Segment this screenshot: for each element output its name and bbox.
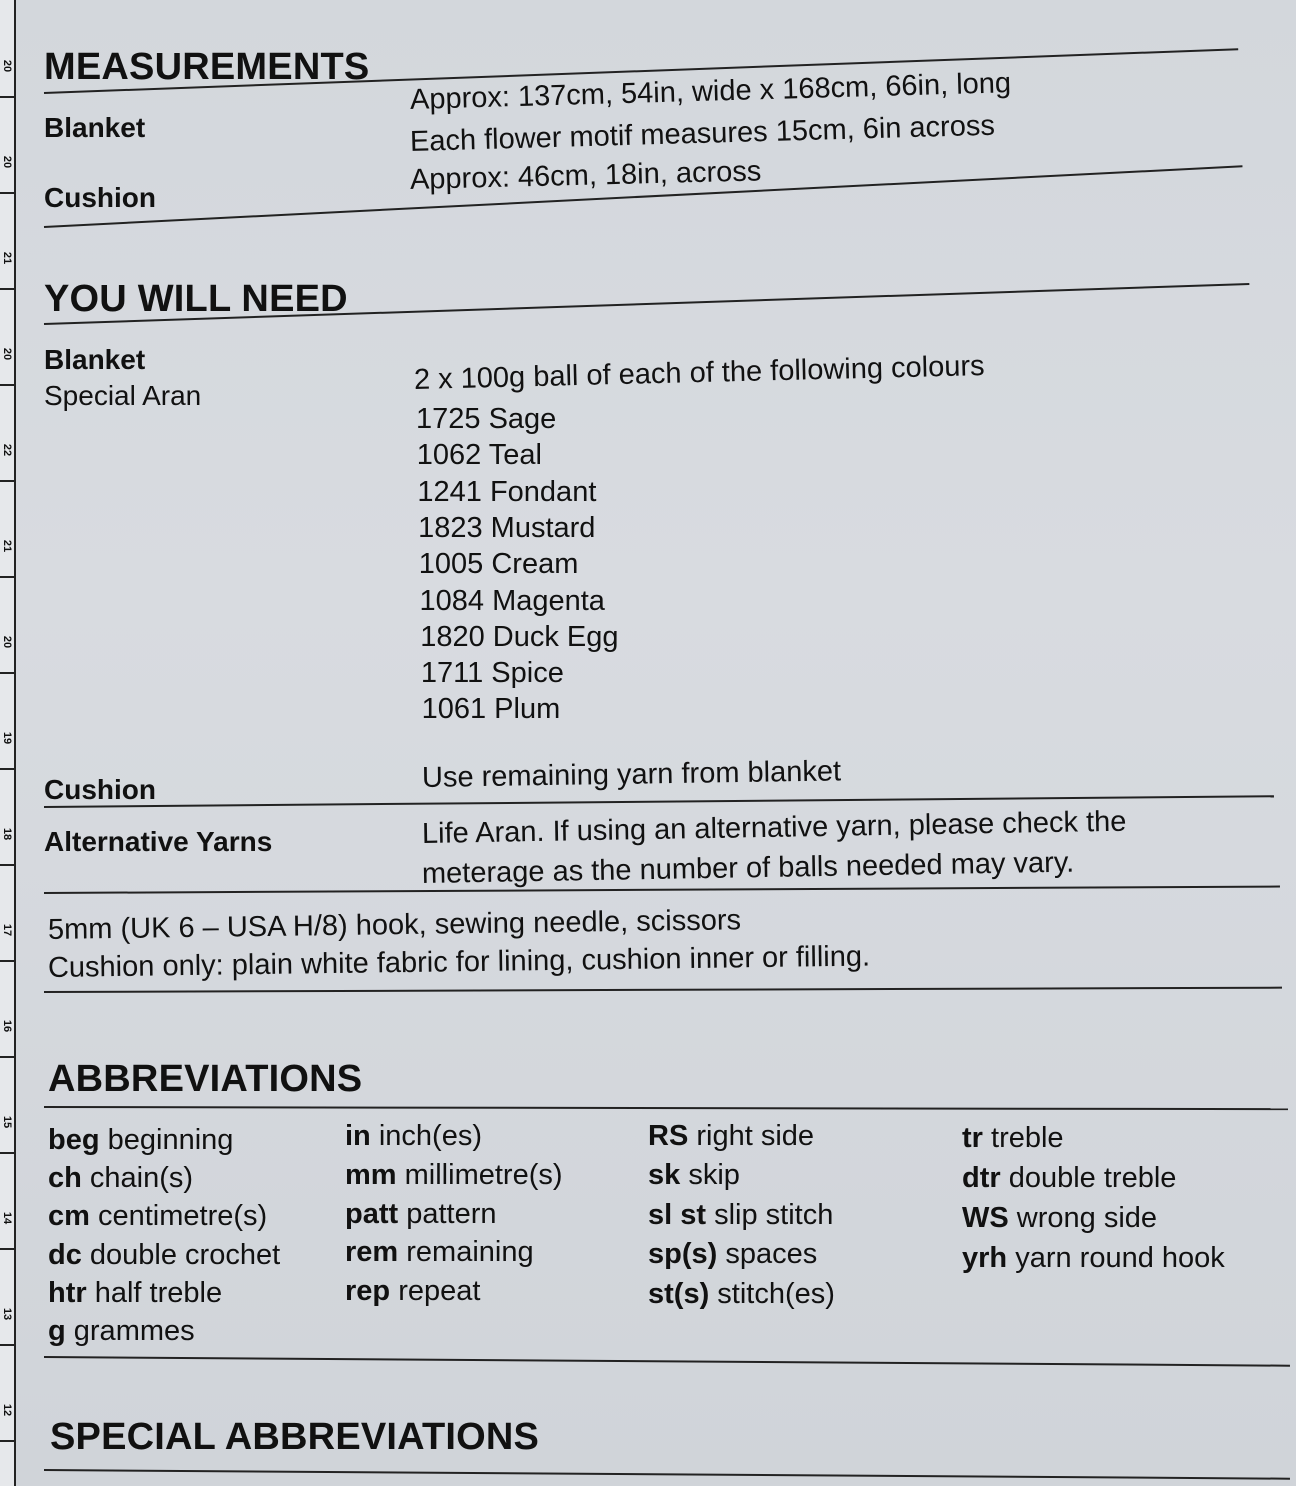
- abbreviation-term: rep: [345, 1275, 391, 1308]
- page-ruler: [0, 0, 16, 1486]
- alt-yarns-line-1: Life Aran. If using an alternative yarn, please check the: [421, 805, 1127, 850]
- abbreviation-item: [345, 1120, 482, 1153]
- abbreviation-term: sl st: [648, 1198, 707, 1231]
- measurements-heading: MEASUREMENTS: [44, 46, 370, 88]
- abbreviation-term: beg: [48, 1124, 100, 1156]
- ruler-tick: [0, 96, 14, 98]
- ruler-number: 21: [1, 539, 13, 553]
- abbreviation-meaning: skip: [680, 1159, 740, 1192]
- abbreviations-top-rule: [44, 1106, 1288, 1110]
- ruler-tick: [0, 288, 14, 290]
- colour-item: 1823 Mustard: [418, 511, 596, 544]
- tools-line-1: 5mm (UK 6 – USA H/8) hook, sewing needle, scissors: [47, 904, 742, 946]
- ruler-tick: [0, 1152, 14, 1154]
- abbreviation-item: [345, 1198, 497, 1231]
- colour-item: 1725 Sage: [416, 403, 557, 435]
- yarn-quantity: 2 x 100g ball of each of the following colours: [413, 350, 985, 396]
- abbreviation-term: g: [48, 1315, 66, 1347]
- blanket-label: Blanket: [44, 112, 146, 143]
- special-abbreviations-heading: SPECIAL ABBREVIATIONS: [50, 1416, 540, 1458]
- you-will-need-heading: YOU WILL NEED: [44, 278, 348, 320]
- abbreviation-item: [648, 1120, 814, 1153]
- tools-line-2: Cushion only: plain white fabric for lining, cushion inner or filling.: [47, 940, 871, 984]
- abbreviation-item: [48, 1200, 267, 1233]
- abbreviation-item: [648, 1199, 833, 1232]
- abbreviation-meaning: repeat: [390, 1275, 481, 1308]
- ruler-tick: [0, 384, 14, 386]
- abbreviation-term: yrh: [962, 1242, 1008, 1274]
- abbreviation-meaning: spaces: [717, 1238, 818, 1271]
- abbreviation-meaning: beginning: [99, 1124, 234, 1156]
- abbreviations-bottom-rule: [44, 1356, 1290, 1367]
- ruler-number: 20: [1, 155, 13, 169]
- tools-rule: [44, 987, 1282, 993]
- ruler-number: 20: [1, 59, 13, 73]
- abbreviation-meaning: double treble: [1000, 1162, 1177, 1194]
- abbreviation-term: rem: [345, 1236, 399, 1269]
- abbreviation-meaning: millimetre(s): [396, 1158, 563, 1191]
- ruler-tick: [0, 192, 14, 194]
- abbreviation-item: [962, 1242, 1225, 1275]
- abbreviation-term: cm: [48, 1200, 90, 1233]
- ruler-number: 16: [1, 1019, 13, 1033]
- abbreviation-term: WS: [962, 1202, 1009, 1234]
- ruler-tick: [0, 1248, 14, 1250]
- abbreviation-meaning: treble: [982, 1122, 1064, 1154]
- abbreviation-meaning: stitch(es): [709, 1277, 835, 1310]
- ruler-tick: [0, 576, 14, 578]
- colour-item: 1084 Magenta: [419, 584, 605, 617]
- abbreviation-term: dc: [48, 1238, 82, 1271]
- abbreviation-meaning: right side: [688, 1120, 815, 1152]
- ruler-number: 12: [1, 1403, 13, 1417]
- abbreviation-item: [648, 1238, 817, 1271]
- abbreviation-meaning: centimetre(s): [89, 1200, 268, 1233]
- ruler-tick: [0, 1440, 14, 1442]
- ruler-tick: [0, 1344, 14, 1346]
- ruler-tick: [0, 672, 14, 674]
- abbreviation-meaning: pattern: [398, 1197, 497, 1230]
- abbreviation-meaning: double crochet: [81, 1238, 281, 1271]
- yarn-label: Special Aran: [44, 380, 202, 411]
- abbreviation-item: [48, 1315, 195, 1348]
- ruler-number: 18: [1, 827, 13, 841]
- cushion-size: Approx: 46cm, 18in, across: [409, 155, 762, 196]
- alt-yarns-label: Alternative Yarns: [44, 826, 273, 857]
- ruler-number: 14: [1, 1211, 13, 1225]
- abbreviation-term: tr: [962, 1122, 983, 1154]
- abbreviation-meaning: inch(es): [370, 1120, 482, 1152]
- alt-yarns-line-2: meterage as the number of balls needed may vary.: [421, 846, 1075, 890]
- colour-item: 1005 Cream: [418, 548, 579, 581]
- motif-size: Each flower motif measures 15cm, 6in across: [409, 109, 996, 158]
- abbreviation-term: st(s): [648, 1277, 710, 1310]
- abbreviation-item: [48, 1162, 193, 1195]
- blanket-size: Approx: 137cm, 54in, wide x 168cm, 66in, long: [409, 67, 1012, 116]
- abbreviation-meaning: slip stitch: [706, 1198, 834, 1231]
- colour-item: 1062 Teal: [416, 439, 542, 472]
- abbreviation-meaning: yarn round hook: [1007, 1242, 1225, 1274]
- needs-cushion-label: Cushion: [44, 774, 156, 805]
- needs-blanket-label: Blanket: [44, 344, 146, 375]
- abbreviation-term: sk: [648, 1159, 681, 1192]
- abbreviation-item: [345, 1275, 480, 1308]
- abbreviation-meaning: chain(s): [81, 1162, 194, 1195]
- abbreviation-term: RS: [648, 1120, 689, 1152]
- abbreviation-item: [48, 1239, 280, 1272]
- pattern-page: [44, 0, 1284, 1486]
- ruler-tick: [0, 480, 14, 482]
- abbreviation-term: mm: [345, 1158, 397, 1191]
- colour-item: 1820 Duck Egg: [420, 620, 619, 653]
- ruler-tick: [0, 1056, 14, 1058]
- abbreviations-heading: ABBREVIATIONS: [48, 1058, 363, 1100]
- abbreviation-item: [345, 1159, 563, 1192]
- colour-item: 1711 Spice: [420, 657, 564, 690]
- abbreviation-meaning: grammes: [65, 1315, 195, 1347]
- abbreviation-term: in: [345, 1120, 371, 1152]
- abbreviation-item: [648, 1159, 740, 1192]
- ruler-number: 17: [1, 923, 13, 937]
- abbreviation-term: sp(s): [648, 1238, 718, 1271]
- ruler-number: 22: [1, 443, 13, 457]
- special-abbreviations-rule: [44, 1469, 1290, 1480]
- abbreviation-item: [962, 1202, 1157, 1235]
- abbreviation-meaning: remaining: [398, 1236, 534, 1269]
- abbreviation-term: dtr: [962, 1162, 1001, 1194]
- cushion-label: Cushion: [44, 182, 156, 213]
- abbreviation-term: htr: [48, 1276, 87, 1309]
- abbreviation-term: patt: [345, 1197, 399, 1230]
- colour-item: 1241 Fondant: [417, 475, 597, 508]
- abbreviation-meaning: wrong side: [1008, 1202, 1158, 1234]
- abbreviation-item: [48, 1124, 233, 1157]
- ruler-number: 13: [1, 1307, 13, 1321]
- ruler-tick: [0, 768, 14, 770]
- ruler-number: 19: [1, 731, 13, 745]
- ruler-number: 21: [1, 251, 13, 265]
- ruler-tick: [0, 960, 14, 962]
- colour-item: 1061 Plum: [421, 693, 561, 726]
- ruler-number: 20: [1, 635, 13, 649]
- abbreviation-item: [962, 1162, 1176, 1195]
- needs-cushion-value: Use remaining yarn from blanket: [421, 755, 842, 794]
- abbreviation-term: ch: [48, 1162, 82, 1195]
- abbreviation-item: [345, 1236, 534, 1269]
- ruler-number: 15: [1, 1115, 13, 1129]
- abbreviation-item: [648, 1278, 835, 1311]
- ruler-number: 20: [1, 347, 13, 361]
- ruler-tick: [0, 864, 14, 866]
- abbreviation-meaning: half treble: [86, 1276, 223, 1309]
- abbreviation-item: [962, 1122, 1064, 1155]
- abbreviation-item: [48, 1277, 222, 1310]
